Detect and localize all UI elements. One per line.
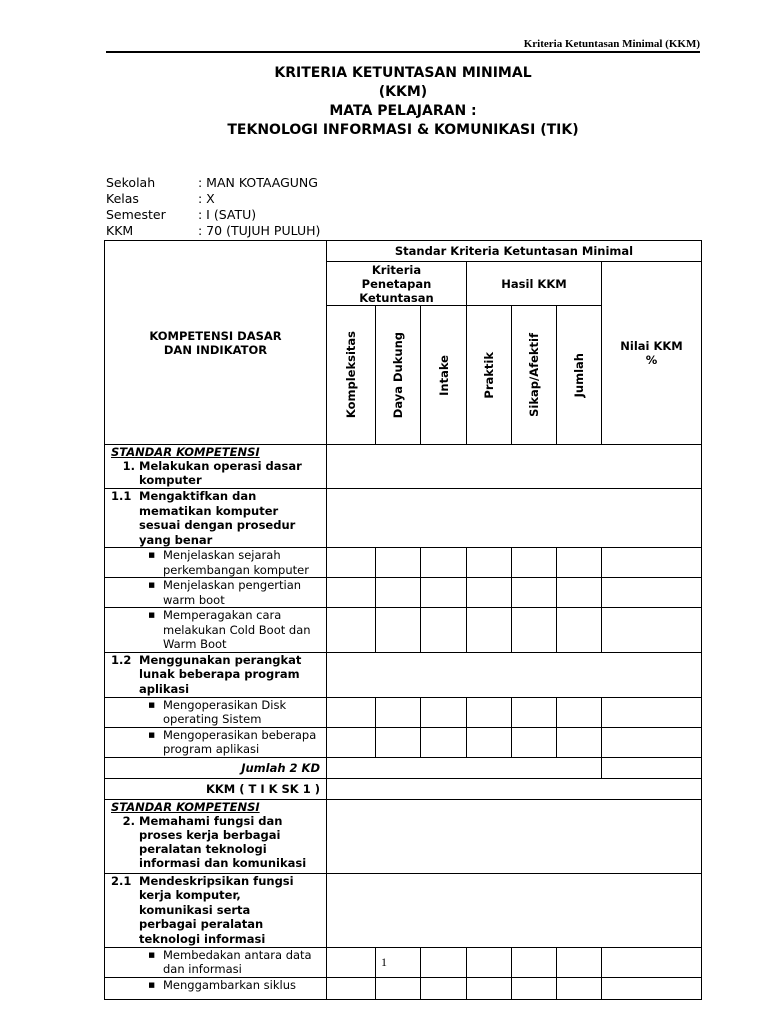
indicator-cell	[105, 697, 327, 727]
indicator-cell	[105, 977, 327, 999]
indicator-cell	[105, 727, 327, 757]
value-cell[interactable]	[512, 727, 557, 757]
table-row	[105, 799, 702, 873]
bullet-icon: ■	[148, 581, 155, 589]
info-label: Kelas	[106, 191, 139, 206]
header-standar-kkm: Standar Kriteria Ketuntasan Minimal	[327, 241, 702, 262]
info-value: : 70 (TUJUH PULUH)	[198, 223, 321, 238]
header-rule	[106, 51, 700, 53]
standar-kompetensi-2	[105, 799, 327, 873]
value-cell[interactable]	[421, 697, 467, 727]
info-label: Sekolah	[106, 175, 156, 190]
indicator-text: Menggambarkan siklus	[163, 977, 296, 992]
column-label: Kompleksitas	[344, 331, 358, 419]
jumlah-kd-label: Jumlah 2 KD	[105, 757, 327, 778]
kd-text: Mengaktifkan dan mematikan komputer sesuai dengan prosedur yang benar	[139, 489, 296, 547]
kkm-table	[104, 240, 702, 1000]
value-cell[interactable]	[512, 697, 557, 727]
sk-number: 1.	[122, 459, 135, 473]
value-cell[interactable]	[421, 727, 467, 757]
value-cell[interactable]	[467, 977, 512, 999]
indicator-text: Menjelaskan pengertian warm boot	[163, 578, 302, 607]
header-col-intake	[421, 306, 467, 445]
value-cell[interactable]	[557, 727, 602, 757]
sk-heading: STANDAR KOMPETENSI	[111, 799, 260, 814]
info-row-kelas	[106, 191, 320, 207]
kompetensi-dasar-1-1	[105, 489, 327, 548]
info-row-semester	[106, 207, 320, 223]
title-line: MATA PELAJARAN :	[329, 103, 477, 119]
empty-cell	[327, 445, 702, 489]
value-cell[interactable]	[512, 548, 557, 578]
info-value: : MAN KOTAAGUNG	[198, 175, 318, 190]
sk-heading: STANDAR KOMPETENSI	[111, 445, 260, 459]
bullet-icon: ■	[148, 730, 155, 739]
value-cell[interactable]	[602, 757, 702, 778]
value-cell[interactable]	[376, 977, 421, 999]
header-kriteria-penetapan: Kriteria Penetapan Ketuntasan	[327, 262, 467, 306]
table-row	[105, 977, 702, 999]
page-number: 1	[381, 955, 387, 969]
value-cell[interactable]	[467, 578, 512, 608]
document-title	[106, 64, 700, 140]
column-label: Intake	[436, 354, 451, 396]
info-row-kkm	[106, 223, 320, 239]
value-cell[interactable]	[602, 727, 702, 757]
value-cell[interactable]	[602, 548, 702, 578]
info-value: : I (SATU)	[198, 207, 257, 222]
value-cell[interactable]	[327, 697, 376, 727]
value-cell[interactable]	[327, 977, 376, 999]
value-cell[interactable]	[557, 578, 602, 608]
indicator-text: Mengoperasikan Disk operating Sistem	[163, 697, 287, 726]
header-nilai-kkm: Nilai KKM %	[602, 262, 702, 445]
sk-text: Melakukan operasi dasar komputer	[139, 459, 302, 487]
indicator-cell	[105, 578, 327, 608]
table-row	[105, 757, 702, 778]
indicator-cell	[105, 608, 327, 653]
bullet-icon: ■	[148, 551, 155, 559]
header-col-daya-dukung	[376, 306, 421, 445]
bullet-icon: ■	[148, 611, 155, 619]
table-row	[105, 727, 702, 757]
value-cell[interactable]	[467, 548, 512, 578]
running-head: Kriteria Ketuntasan Minimal (KKM)	[523, 38, 700, 50]
indicator-text: Membedakan antara data dan informasi	[163, 947, 312, 976]
value-cell[interactable]	[421, 977, 467, 999]
value-cell[interactable]	[376, 578, 421, 608]
table-row	[105, 697, 702, 727]
value-cell[interactable]	[557, 977, 602, 999]
header-col-sikap-afektif	[512, 306, 557, 445]
school-info	[106, 175, 320, 239]
kd-number: 1.2	[111, 652, 132, 667]
table-row	[105, 548, 702, 578]
value-cell[interactable]	[557, 548, 602, 578]
header-kompetensi-dasar: KOMPETENSI DASAR DAN INDIKATOR	[105, 241, 327, 445]
value-cell[interactable]	[421, 578, 467, 608]
kd-text: Mendeskripsikan fungsi kerja komputer, komunikasi serta perbagai peralatan teknologi informasi	[139, 873, 294, 946]
column-label: Sikap/Afektif	[527, 333, 541, 417]
info-label: Semester	[106, 207, 166, 222]
title-line: KRITERIA KETUNTASAN MINIMAL	[274, 65, 532, 81]
bullet-icon: ■	[148, 980, 155, 989]
sk-number: 2.	[122, 813, 135, 828]
info-value: : X	[198, 191, 215, 206]
empty-cell	[327, 757, 602, 778]
value-cell[interactable]	[376, 608, 421, 653]
info-label: KKM	[106, 223, 134, 238]
indicator-text: Menjelaskan sejarah perkembangan komputer	[163, 548, 309, 577]
value-cell[interactable]	[467, 697, 512, 727]
value-cell[interactable]	[602, 697, 702, 727]
table-row	[105, 489, 702, 548]
sk-text: Memahami fungsi dan proses kerja berbagai peralatan teknologi informasi dan komunikasi	[139, 813, 307, 870]
empty-cell	[327, 873, 702, 947]
kd-text: Menggunakan perangkat lunak beberapa program aplikasi	[139, 652, 302, 696]
empty-cell	[327, 799, 702, 873]
value-cell[interactable]	[421, 608, 467, 653]
table-row	[105, 652, 702, 697]
value-cell[interactable]	[512, 977, 557, 999]
header-col-kompleksitas	[327, 306, 376, 445]
kd-number: 1.1	[111, 489, 132, 503]
bullet-icon: ■	[148, 950, 155, 959]
empty-cell	[327, 652, 702, 697]
indicator-text: Memperagakan cara melakukan Cold Boot dan Warm Boot	[163, 608, 311, 651]
value-cell[interactable]	[602, 578, 702, 608]
value-cell[interactable]	[602, 608, 702, 653]
kkm-sk-label: KKM ( T I K SK 1 )	[105, 778, 327, 799]
header-hasil-kkm: Hasil KKM	[467, 262, 602, 306]
value-cell[interactable]	[327, 548, 376, 578]
kompetensi-dasar-1-2	[105, 652, 327, 697]
value-cell[interactable]	[467, 608, 512, 653]
kompetensi-dasar-2-1	[105, 873, 327, 947]
value-cell[interactable]	[376, 727, 421, 757]
value-cell[interactable]	[557, 608, 602, 653]
column-label: Daya Dukung	[391, 331, 405, 419]
header-col-praktik	[467, 306, 512, 445]
value-cell[interactable]	[327, 578, 376, 608]
table-row	[105, 778, 702, 799]
header-col-jumlah	[557, 306, 602, 445]
value-cell[interactable]	[327, 608, 376, 653]
info-row-sekolah	[106, 175, 320, 191]
value-cell[interactable]	[557, 697, 602, 727]
column-label: Praktik	[482, 351, 496, 399]
kd-number: 2.1	[111, 873, 132, 888]
indicator-cell	[105, 548, 327, 578]
table-row	[105, 578, 702, 608]
standar-kompetensi-1	[105, 445, 327, 489]
value-cell[interactable]	[467, 727, 512, 757]
table-row	[105, 873, 702, 947]
bullet-icon: ■	[148, 700, 155, 709]
title-line: TEKNOLOGI INFORMASI & KOMUNIKASI (TIK)	[227, 122, 579, 138]
value-cell[interactable]	[376, 697, 421, 727]
value-cell[interactable]	[512, 608, 557, 653]
value-cell[interactable]	[512, 578, 557, 608]
value-cell[interactable]	[421, 548, 467, 578]
empty-cell	[327, 778, 702, 799]
title-line: (KKM)	[378, 84, 428, 100]
value-cell[interactable]	[327, 727, 376, 757]
table-row	[105, 608, 702, 653]
column-label: Jumlah	[572, 352, 586, 398]
table-row	[105, 445, 702, 489]
value-cell[interactable]	[376, 548, 421, 578]
indicator-text: Mengoperasikan beberapa program aplikasi	[163, 727, 317, 756]
value-cell[interactable]	[602, 977, 702, 999]
empty-cell	[327, 489, 702, 548]
